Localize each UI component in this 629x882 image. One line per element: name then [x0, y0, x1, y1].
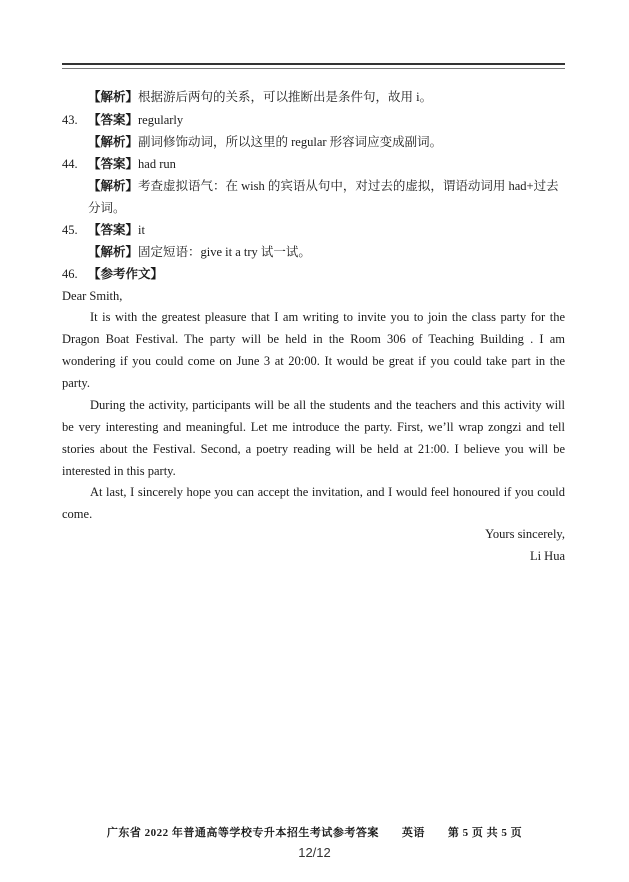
explanation-text: 考查虚拟语气：在 wish 的宾语从句中，对过去的虚拟，谓语动词用 had+过去	[138, 179, 559, 193]
essay-paragraph-2: During the activity, participants will be all the students and the teachers and this activity will be very interesting and meaningful. Let me introduce the party. First, we’ll wrap zongzi and tell stories about the Festival. Second, a poetry reading will be held at 21:00. I believe you will be interested in this party.	[62, 398, 565, 478]
answer-text: it	[138, 223, 145, 237]
question-44-number: 44.	[62, 157, 78, 171]
answer-tag: 【答案】	[88, 157, 139, 171]
essay-greeting: Dear Smith,	[62, 289, 123, 303]
explanation-44	[88, 178, 559, 194]
explanation-tag: 【解析】	[88, 179, 139, 193]
essay-paragraph-3: At last, I sincerely hope you can accept the invitation, and I would feel honoured if you could come.	[62, 485, 565, 521]
page-footer: 广东省 2022 年普通高等学校专升本招生考试参考答案 英语 第 5 页 共 5 页	[106, 827, 523, 839]
explanation-42	[88, 89, 432, 105]
explanation-text: 固定短语：give it a try 试一试。	[138, 245, 311, 259]
explanation-tag: 【解析】	[88, 245, 139, 259]
essay-paragraph-1: It is with the greatest pleasure that I am writing to invite you to join the class party for the Dragon Boat Festival. The party will be held in the Room 306 of Teaching Building . I am wondering if you could come on June 3 at 20:00. It would be great if you could take part in the party.	[62, 310, 565, 390]
answer-tag: 【答案】	[88, 223, 139, 237]
header-rule-thin	[62, 68, 565, 69]
explanation-43	[88, 134, 442, 150]
answer-45	[88, 222, 145, 238]
question-43-number: 43.	[62, 113, 78, 127]
question-45-number: 45.	[62, 223, 78, 237]
reference-essay-heading: 【参考作文】	[88, 267, 164, 281]
page-count: 12/12	[298, 845, 331, 860]
answer-43	[88, 112, 183, 128]
header-rule-thick	[62, 63, 565, 65]
explanation-44-continued: 分词。	[88, 201, 126, 215]
explanation-text: 副词修饰动词，所以这里的 regular 形容词应变成副词。	[138, 135, 443, 149]
explanation-tag: 【解析】	[88, 135, 139, 149]
explanation-tag: 【解析】	[88, 90, 139, 104]
essay-closing: Yours sincerely,	[485, 527, 565, 541]
question-46-number: 46.	[62, 267, 78, 281]
answer-tag: 【答案】	[88, 113, 139, 127]
explanation-45	[88, 244, 311, 260]
explanation-text: 根据游后两句的关系，可以推断出是条件句，故用 i。	[138, 90, 433, 104]
answer-44	[88, 156, 176, 172]
essay-signature: Li Hua	[529, 549, 565, 563]
answer-text: regularly	[138, 113, 184, 127]
answer-text: had run	[138, 157, 176, 171]
